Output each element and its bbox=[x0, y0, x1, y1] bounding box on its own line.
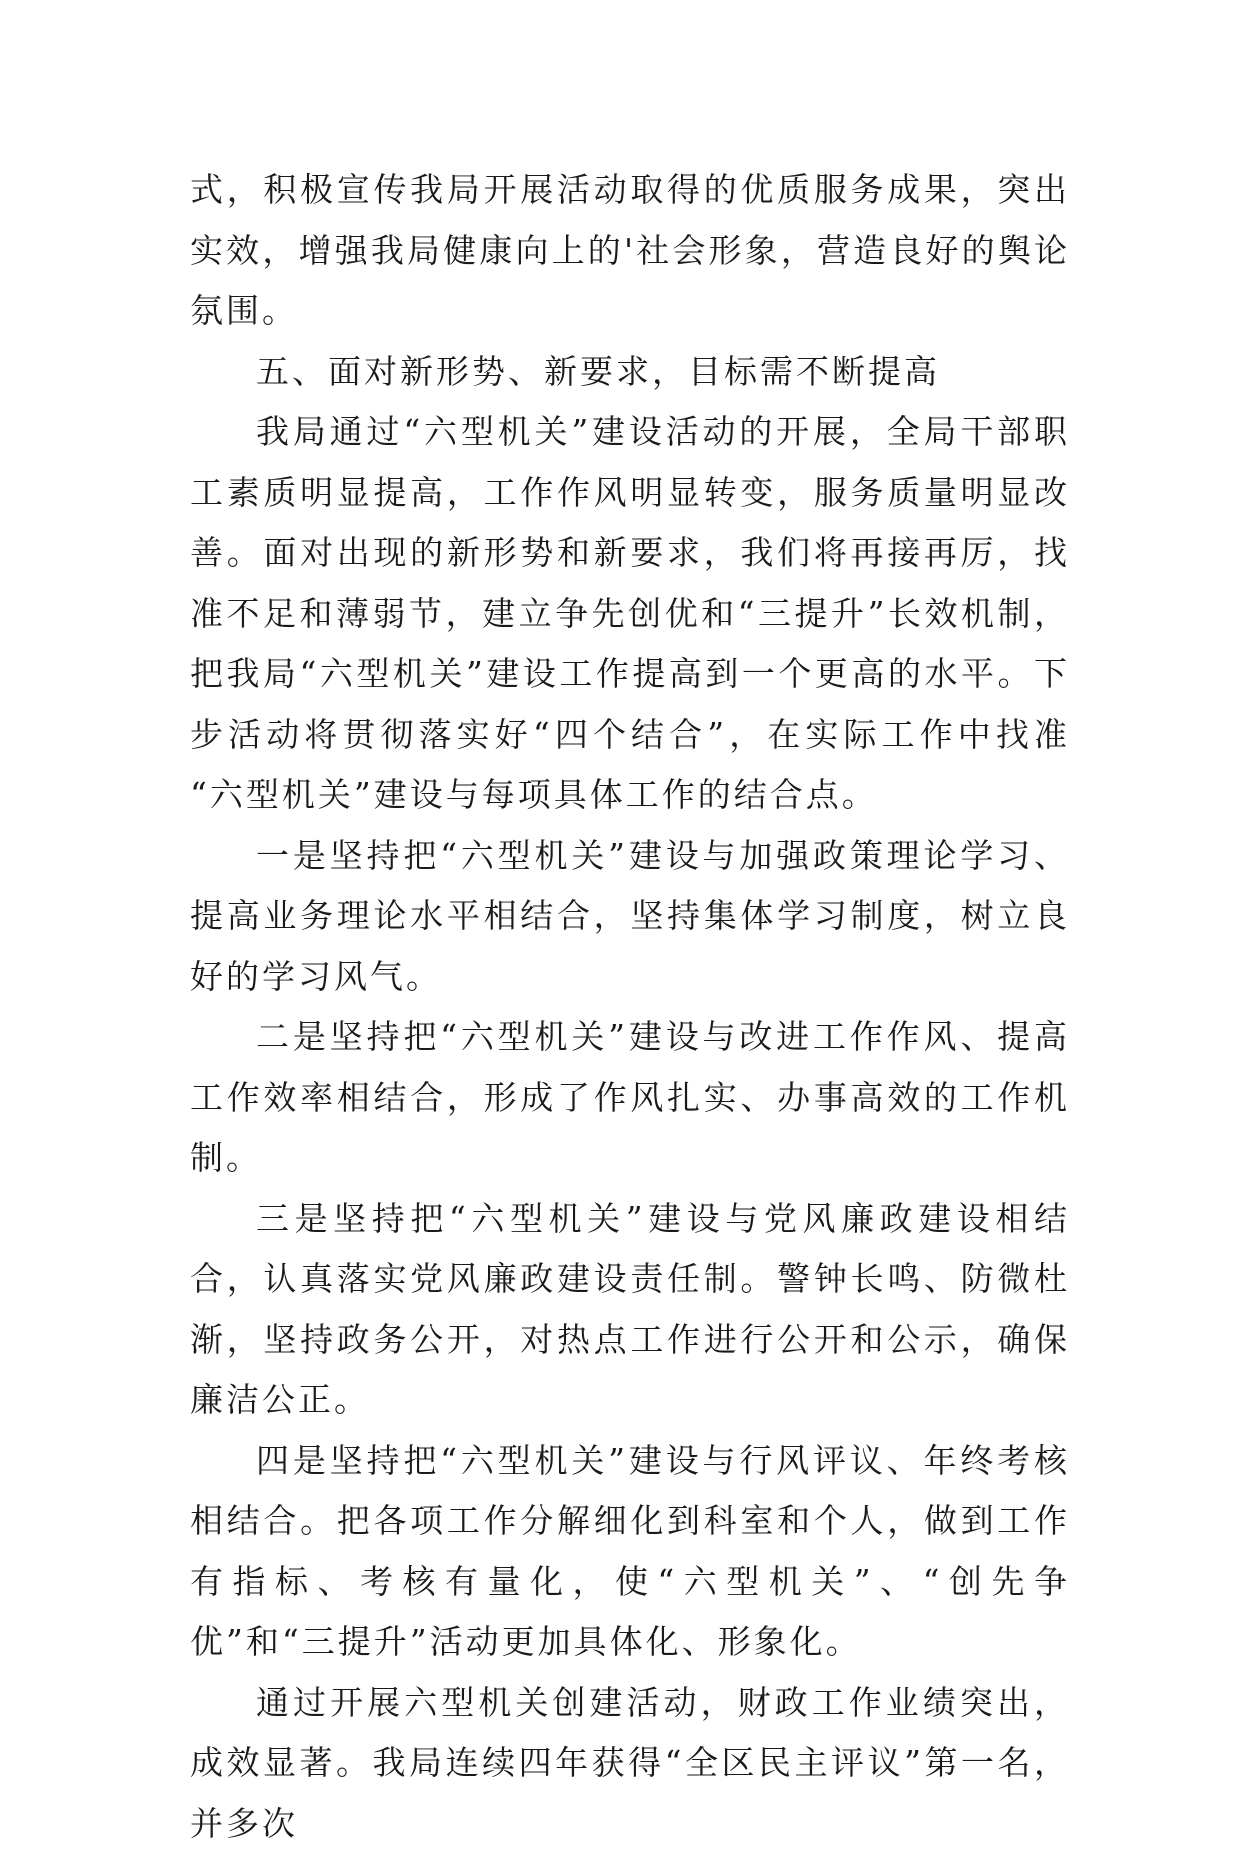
paragraph: 三是坚持把“六型机关”建设与党风廉政建设相结合，认真落实党风廉政建设责任制。警钟长鸣、防微杜渐，坚持政务公开，对热点工作进行公开和公示，确保廉洁公正。 bbox=[190, 1189, 1070, 1431]
paragraph-continuation: 式，积极宣传我局开展活动取得的优质服务成果，突出实效，增强我局健康向上的'社会形象，营造良好的舆论氛围。 bbox=[190, 160, 1070, 342]
paragraph: 通过开展六型机关创建活动，财政工作业绩突出，成效显著。我局连续四年获得“全区民主评议”第一名，并多次 bbox=[190, 1673, 1070, 1854]
paragraph: 我局通过“六型机关”建设活动的开展，全局干部职工素质明显提高，工作作风明显转变，服务质量明显改善。面对出现的新形势和新要求，我们将再接再厉，找准不足和薄弱节，建立争先创优和“三提升”长效机制，把我局“六型机关”建设工作提高到一个更高的水平。下步活动将贯彻落实好“四个结合”，在实际工作中找准 “六型机关”建设与每项具体工作的结合点。 bbox=[190, 402, 1070, 826]
paragraph: 二是坚持把“六型机关”建设与改进工作作风、提高工作效率相结合，形成了作风扎实、办事高效的工作机制。 bbox=[190, 1007, 1070, 1189]
paragraph: 一是坚持把“六型机关”建设与加强政策理论学习、提高业务理论水平相结合，坚持集体学习制度，树立良好的学习风气。 bbox=[190, 826, 1070, 1008]
document-body bbox=[190, 160, 1070, 1854]
section-heading: 五、面对新形势、新要求，目标需不断提高 bbox=[190, 342, 1070, 403]
paragraph: 四是坚持把“六型机关”建设与行风评议、年终考核相结合。把各项工作分解细化到科室和个人，做到工作有指标、考核有量化，使“六型机关”、“创先争优”和“三提升”活动更加具体化、形象化。 bbox=[190, 1431, 1070, 1673]
